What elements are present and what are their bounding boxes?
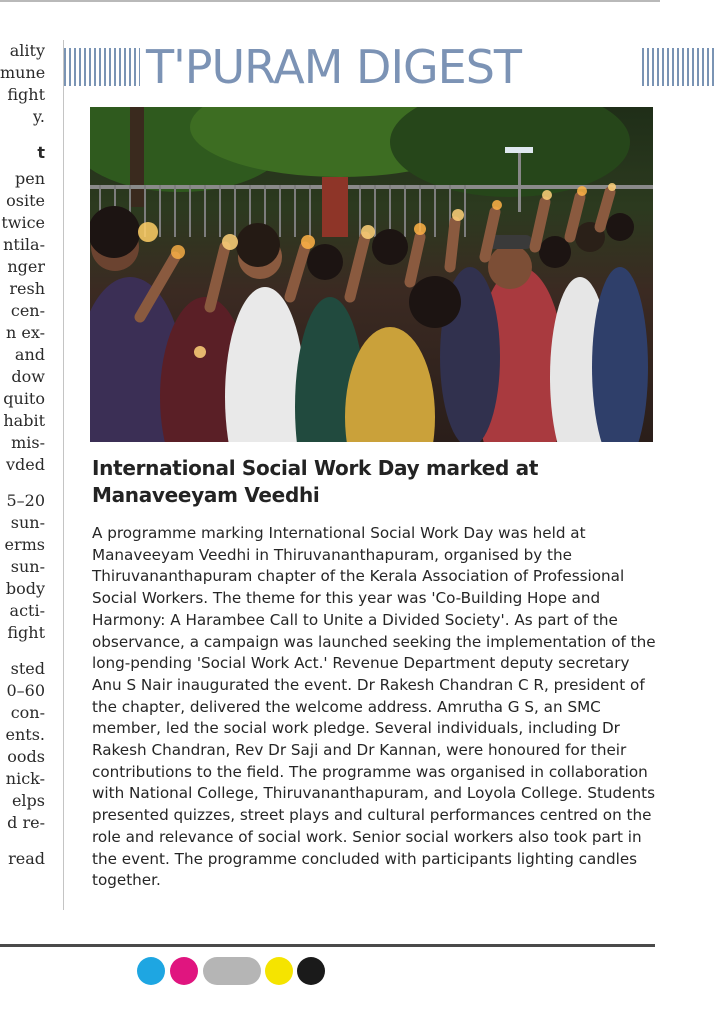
adjacent-column-line: fight bbox=[7, 623, 45, 642]
cyan-swatch bbox=[137, 957, 165, 985]
article-headline: International Social Work Day marked at Manaveeyam Veedhi bbox=[92, 456, 539, 507]
section-masthead bbox=[64, 40, 656, 94]
adjacent-column-line: d re- bbox=[7, 813, 45, 832]
adjacent-column-line: twice bbox=[1, 213, 45, 232]
adjacent-column-line: 5–20 bbox=[6, 491, 45, 510]
adjacent-column-line: con- bbox=[10, 703, 45, 722]
event-photo bbox=[90, 107, 653, 442]
adjacent-column-line: sun- bbox=[10, 557, 45, 576]
adjacent-column-line: vded bbox=[6, 455, 45, 474]
adjacent-column-line: osite bbox=[6, 191, 45, 210]
adjacent-column-line: resh bbox=[9, 279, 45, 298]
adjacent-column-line: y. bbox=[33, 107, 45, 126]
adjacent-column-line: ntila- bbox=[3, 235, 45, 254]
column-divider bbox=[63, 40, 64, 910]
adjacent-column-line: ents. bbox=[5, 725, 45, 744]
adjacent-column-line: read bbox=[8, 849, 45, 868]
adjacent-column-line: oods bbox=[7, 747, 45, 766]
adjacent-column-line: nger bbox=[7, 257, 45, 276]
adjacent-column-line: ality bbox=[9, 41, 45, 60]
adjacent-column-line: pen bbox=[14, 169, 45, 188]
bottom-rule bbox=[0, 944, 655, 947]
adjacent-column-line: dow bbox=[11, 367, 45, 386]
grey-swatch bbox=[203, 957, 261, 985]
adjacent-column-heading: t bbox=[37, 143, 45, 162]
adjacent-column-line: elps bbox=[11, 791, 45, 810]
adjacent-column-line: 0–60 bbox=[6, 681, 45, 700]
adjacent-column-line: nick- bbox=[5, 769, 45, 788]
adjacent-column-line: quito bbox=[3, 389, 45, 408]
adjacent-column-line: acti- bbox=[9, 601, 45, 620]
masthead-stripes-left bbox=[64, 48, 140, 86]
print-color-bar bbox=[137, 957, 337, 987]
adjacent-column-line: sted bbox=[10, 659, 45, 678]
adjacent-column-line: fight bbox=[7, 85, 45, 104]
masthead-stripes-right bbox=[642, 48, 717, 86]
adjacent-column-line: mune bbox=[0, 63, 45, 82]
adjacent-column-text bbox=[0, 40, 45, 900]
adjacent-column-line: erms bbox=[4, 535, 45, 554]
adjacent-column-line: cen- bbox=[10, 301, 45, 320]
adjacent-column-line: sun- bbox=[10, 513, 45, 532]
adjacent-column-line: mis- bbox=[11, 433, 45, 452]
adjacent-column-line: habit bbox=[3, 411, 45, 430]
adjacent-column-line: n ex- bbox=[5, 323, 45, 342]
adjacent-column-line: body bbox=[5, 579, 45, 598]
black-swatch bbox=[297, 957, 325, 985]
masthead-title: T'PURAM DIGEST bbox=[146, 40, 522, 94]
adjacent-column-line: and bbox=[14, 345, 45, 364]
candle-lighting-crowd-illustration bbox=[90, 107, 653, 442]
top-rule bbox=[0, 0, 660, 2]
magenta-swatch bbox=[170, 957, 198, 985]
article-body: A programme marking International Social Work Day was held at Manaveeyam Veedhi in Thiruvananthapuram, organised by the Thiruvananthapuram chapter of the Kerala Association of Professional Social Workers. The theme for this year was 'Co-Building Hope and Harmony: A Harambee Call to Unite a Divided Society'. As part of the observance, a campaign was launched seeking the implementation of the long-pending 'Social Work Act.' Revenue Department deputy secretary Anu S Nair inaugurated the event. Dr Rakesh Chandran C R, president of the chapter, delivered the welcome address. Amrutha G S, an SMC member, led the social work pledge. Several individuals, including Dr Rakesh Chandran, Rev Dr Saji and Dr Kannan, were honoured for their contributions to the field. The programme was organised in collaboration with National College, Thiruvananthapuram, and Loyola College. Students presented quizzes, street plays and cultural performances centred on the role and relevance of social work. Senior social workers also took part in the event. The programme concluded with participants lighting candles together. bbox=[92, 524, 656, 890]
yellow-swatch bbox=[265, 957, 293, 985]
